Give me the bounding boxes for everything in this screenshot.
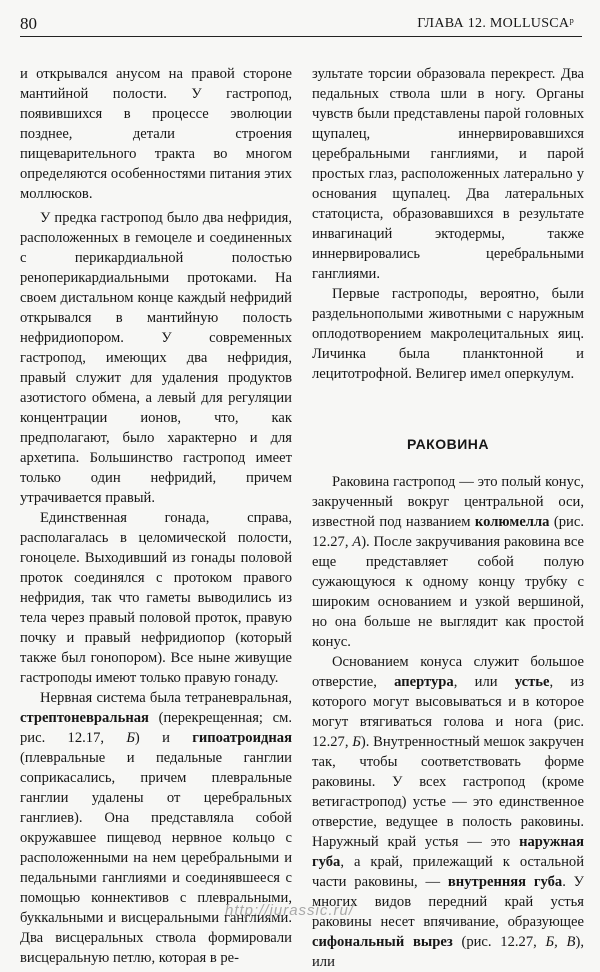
figure-ref: Б — [126, 730, 135, 746]
term: внутренняя губа — [447, 874, 563, 890]
paragraph: Нервная система была тетраневральная, стрептоневральная (перекрещенная; см. рис. 12.17, Б) и гипоатроидная (плевральные и педальные ганглии соприкасались, причем плевральные ганглии удалены от церебральных ганглиев). Она представляла собой окружавшее пищевод нервное кольцо с расположенными на нем церебральными и педальными ганглиями и соединявшееся с помощью коннективов с плевральными, буккальными и висцеральными ганглиями. Два висцеральных ствола формировали висцеральную петлю, которая в ре- — [20, 690, 292, 966]
right-column — [312, 64, 584, 972]
section-heading: РАКОВИНА — [406, 436, 490, 452]
paragraph: Первые гастроподы, вероятно, были раздельнополыми животными с наружным оплодотворением макролецитальных яиц. Личинка была планктонной и лецитотрофной. Велигер имел оперкулум. — [312, 286, 584, 382]
paragraph: Раковина гастропод — это полый конус, закрученный вокруг центральной оси, известной под названием колюмелла (рис. 12.27, А). После закручивания раковина все еще представляет собой полую сужающуюся к одному концу трубку с широким основанием и узкой вершиной, но она больше не выглядит как простой конус. — [312, 474, 584, 650]
term: устье — [514, 674, 550, 690]
term: сифональный вырез — [312, 934, 453, 950]
figure-ref: Б — [352, 734, 361, 750]
term: стрептоневральная — [20, 710, 149, 726]
paragraph: Основанием конуса служит большое отверстие, апертура, или устье, из которого могут высовываться и в которое могут втягиваться голова и нога (рис. 12.27, Б). Внутренностный мешок закручен так, чтобы соответствовать форме раковины. У всех гастропод (кроме ветигастропод) устье — это единственное отверстие, ведущее в полость раковины. Наружный край устья — это наружная губа, а край, прилежащий к остальной части раковины, — внутренняя губа. У многих видов передний край устья раковины несет впячивание, образующее сифональный вырез (рис. 12.27, Б, В), или — [312, 654, 585, 970]
left-column — [20, 64, 292, 968]
watermark: http://jurassic.ru/ — [225, 902, 355, 919]
paragraph: У предка гастропод было два нефридия, расположенных в гемоцеле и соединенных с перикардиальной полостью ренoперикардиальными протоками. На своем дистальном конце каждый нефридий открывался в мантийную полость нефридиопором. У современных гастропод, имеющих два нефридия, правый служит для удаления продуктов азотистого обмена, а левый для регуляции концентрации ионов, что, как предполагают, было характерно и для архетипа. Большинство гастропод имеет только один нефридий, причем утрачивается правый. — [20, 210, 292, 506]
header-rule — [20, 36, 582, 37]
paragraph: и открывался анусом на правой стороне мантийной полости. У гастропод, появившихся в процессе эволюции позднее, детали строения пищеварительного тракта во многом определяются особенностями питания этих моллюсков. — [20, 66, 292, 202]
figure-ref: А — [352, 534, 362, 550]
paragraph: зультате торсии образовала перекрест. Два педальных ствола шли в ногу. Органы чувств были представлены парой головных щупалец, иннервировавшихся церебральными ганглиями, и парой простых глаз, расположенных латерально у основания щупалец. Два латеральных статоциста, образовавшихся в результате инвагинаций эктодермы, также иннервировались церебральными ганглиями. — [312, 66, 584, 282]
term: гипоатроидная — [192, 730, 292, 746]
page-number: 80 — [20, 14, 37, 33]
term: колюмелла — [474, 514, 550, 530]
figure-ref: Б, В — [545, 934, 576, 950]
page-header — [20, 12, 582, 38]
paragraph: Единственная гонада, справа, располагалась в целомической полости, гоноцеле. Выходивший из гонады половой проток соединялся с протоком правого нефридия, так что гаметы выводились из тела через правый половой проток, правую почку и правый нефридиопор (который также был гонопором). Все ныне живущие гастроподы имеют только правую гонаду. — [20, 510, 292, 686]
term: апертура — [394, 674, 454, 690]
term: наружная губа — [312, 834, 584, 870]
chapter-title: ГЛАВА 12. MOLLUSCAᵖ — [417, 16, 574, 31]
